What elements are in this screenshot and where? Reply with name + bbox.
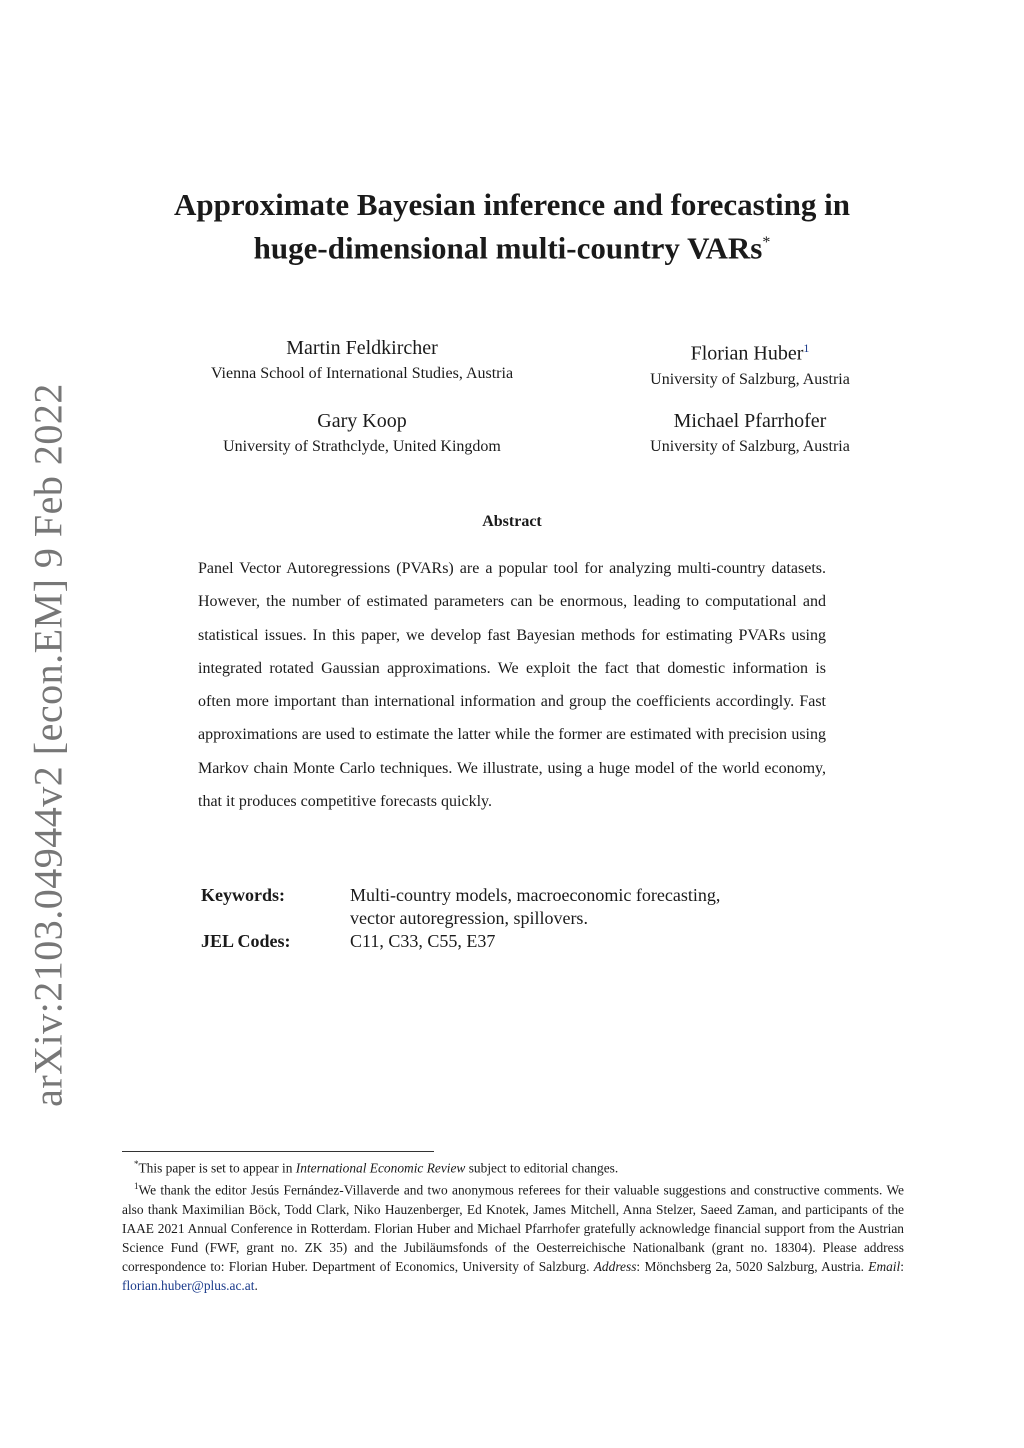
author-affiliation: University of Strathclyde, United Kingdom [223,438,501,455]
author-block [600,335,900,391]
author-affiliation: University of Salzburg, Austria [650,370,850,388]
author-affiliation: Vienna School of International Studies, Austria [210,365,514,382]
abstract-body: Panel Vector Autoregressions (PVARs) are a popular tool for analyzing multi-country datasets. However, the number of estimated parameters can be enormous, leading to computational and statistical issues. In this paper, we develop fast Bayesian methods for estimating PVARs using integrated rotated Gaussian approximations. We exploit the fact that domestic information is often more important than international information and group the coefficients accordingly. Fast approximations are used to estimate the latter while the former are estimated with precision using Markov chain Monte Carlo techniques. We illustrate, using a huge model of the world economy, that it produces competitive forecasts quickly. [198,560,826,811]
author-block [162,408,562,458]
abstract-heading: Abstract [482,513,542,530]
email-link[interactable]: florian.huber@plus.ac.at [122,1277,255,1293]
author-name: Gary Koop [317,410,407,432]
title-line-2: huge-dimensional multi-country VARs* [253,230,771,266]
author-name: Florian Huber$^1$ [690,341,810,365]
jel-value: C11, C33, C55, E37 [350,931,496,951]
author-affiliation: University of Salzburg, Austria [650,438,850,455]
author-block [162,335,562,385]
arxiv-identifier: arXiv:2103.04944v2 [econ.EM] 9 Feb 2022 [25,383,71,1107]
author-name: Martin Feldkircher [286,337,438,359]
keywords-value: Multi-country models, macroeconomic forecasting, vector autoregression, spillovers. [350,885,721,928]
keywords-block [201,884,831,953]
footnote-rule [122,1151,434,1152]
author-name: Michael Pfarrhofer [673,410,827,432]
title-footnote-mark[interactable]: * [762,234,771,251]
footnotes [122,1155,904,1295]
author-footnote-mark[interactable]: 1 [803,341,810,355]
jel-label: JEL Codes: [201,931,291,951]
footnote-2: $^1$We thank the editor Jesús Fernández-Villaverde and two anonymous referees for their valuable suggestions and constructive comments. We also thank Maximilian Böck, Todd Clark, Niko Hauzenberger, Ed Knotek, James Mitchell, Anna Stelzer, Saeed Zaman, and participants of the IAAE 2021 Annual Conference in Rotterdam. Florian Huber and Michael Pfarrhofer gratefully acknowledge financial support from the Austrian Science Fund (FWF, grant no. ZK 35) and the Jubiläumsfonds of the Oesterreichische Nationalbank (grant no. 18304). Please address correspondence to: Florian Huber. Department of Economics, University of Salzburg. Address: Mönchsberg 2a, 5020 Salzburg, Austria. Email: florian.huber@plus.ac.at. [122,1181,904,1293]
author-block [600,408,900,458]
paper-title [100,186,924,267]
keywords-label: Keywords: [201,885,285,905]
title-line-1: Approximate Bayesian inference and forecasting in [174,187,850,222]
footnote-1: *This paper is set to appear in International Economic Review subject to editorial changes. [134,1159,619,1176]
